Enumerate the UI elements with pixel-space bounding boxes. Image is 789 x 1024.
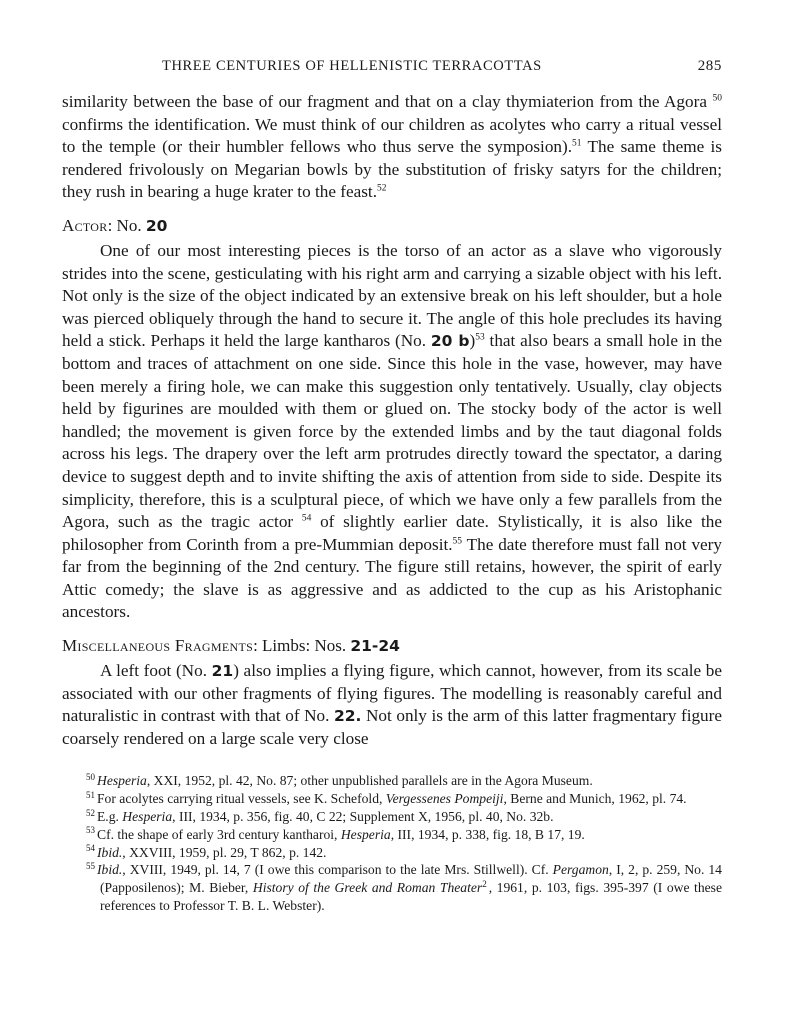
heading-number: 20 (145, 216, 168, 235)
footnote-italic: Hesperia (122, 809, 173, 825)
footnote-number: 50 (86, 771, 95, 782)
footnote-italic: Pergamon (552, 862, 609, 878)
footnote-ref-51[interactable]: 51 (572, 138, 582, 149)
footnote-53 (62, 826, 722, 844)
footnote-number: 51 (86, 789, 95, 800)
heading-label: Miscellaneous Fragments (62, 636, 254, 656)
footnote-54 (62, 844, 722, 862)
footnote-text: , Berne and Munich, 1962, pl. 74. (503, 791, 687, 807)
footnote-50 (62, 772, 722, 790)
footnote-52 (62, 808, 722, 826)
heading-sep: : No. (107, 215, 146, 235)
edition-superscript: 2 (482, 878, 487, 889)
footnote-italic: History of the Greek and Roman Theater (252, 880, 483, 896)
text-run: A left foot (No. (100, 661, 212, 681)
footnote-italic: Hesperia (340, 826, 391, 842)
footnote-italic: Ibid. (97, 862, 123, 878)
text-run: One of our most interesting pieces is the torso of an actor as a slave who vigorously strides into the scene, gesticulating with his right arm and carrying a sizable object with his left. Not only is the size of the object indicated by an extensive break on his left shoulder, but a hole was pierced obliquely through the hand to secure it. The angle of this hole precludes its having held a stick. Perhaps it held the large kantharos (No. (62, 240, 722, 351)
figure-ref: 21 (211, 662, 234, 681)
footnote-text: E.g. (97, 809, 123, 825)
footnote-ref-55[interactable]: 55 (452, 535, 463, 546)
paragraph-actor (62, 240, 722, 624)
footnote-text: For acolytes carrying ritual vessels, see K. Schefold, (97, 791, 386, 807)
footnote-text: , XXVIII, 1959, pl. 29, T 862, p. 142. (122, 844, 327, 860)
heading-label: Actor (62, 215, 108, 235)
footnote-italic: Ibid. (97, 844, 123, 860)
footnote-text: , III, 1934, p. 356, fig. 40, C 22; Supplement X, 1956, pl. 40, No. 32b. (172, 809, 554, 825)
footnote-ref-52[interactable]: 52 (377, 183, 387, 194)
footnote-number: 53 (86, 825, 95, 836)
footnote-number: 52 (86, 807, 95, 818)
footnote-text: , III, 1934, p. 338, fig. 18, B 17, 19. (390, 826, 585, 842)
running-head (62, 58, 722, 82)
footnote-italic: Vergessenes Pompeiji (385, 791, 504, 807)
figure-ref: 20 b (430, 332, 470, 351)
paragraph-continuation (62, 91, 722, 204)
running-head-title: THREE CENTURIES OF HELLENISTIC TERRACOTTAS (162, 58, 542, 74)
text-run: The date therefore must fall not very far from the beginning of the 2nd century. The figure still retains, however, the spirit of early Attic comedy; the slave is as aggressive and as addicted to the cup as his Aristophanic ancestors. (62, 534, 722, 622)
footnote-text: , XXI, 1952, pl. 42, No. 87; other unpublished parallels are in the Agora Museum. (146, 773, 593, 789)
text-run: that also bears a small hole in the bottom and traces of attachment on one side. Since this hole in the vase, however, may have been merely a firing hole, we can make this suggestion only tentatively. Usually, clay objects held by figurines are moulded with them or glued on. The stocky body of the actor is well handled; the movement is given force by the extended limbs and by the taut diagonal folds across his legs. The drapery over the left arm protrudes directly toward the spectator, a daring device to suggest depth and to invite shifting the axis of attention from side to side. Despite its simplicity, therefore, this is a sculptural piece, of which we have only a few parallels from the Agora, such as the tragic actor (62, 331, 722, 532)
text-run: Not only is the arm of this latter fragmentary figure coarsely rendered on a large scale very close (62, 706, 723, 748)
footnote-text: , 1961, p. 103, figs. 395-397 (I owe these references to Professor T. B. L. Webster). (100, 880, 722, 914)
heading-sep: : Limbs: Nos. (253, 636, 351, 656)
page-number: 285 (697, 58, 722, 74)
footnote-text: , XVIII, 1949, pl. 14, 7 (I owe this comparison to the late Mrs. Stillwell). Cf. (122, 862, 553, 878)
footnote-number: 54 (86, 843, 95, 854)
section-heading-actor (62, 214, 722, 238)
text-run: similarity between the base of our fragment and that on a clay thymiaterion from the Agora (62, 92, 707, 111)
figure-ref: 22. (333, 707, 362, 726)
footnote-ref-54[interactable]: 54 (301, 513, 312, 524)
footnote-ref-53[interactable]: 53 (475, 332, 485, 343)
footnote-text: Cf. the shape of early 3rd century kantharoi, (97, 826, 341, 842)
text-run: ) also implies a flying figure, which cannot, however, from its scale be associated with our other fragments of flying figures. The modelling is reasonably careful and naturalistic in contrast with that of No. (62, 661, 722, 726)
page (62, 58, 722, 915)
text-run: confirms the identification. We must think of our children as acolytes who carry a ritual vessel to the temple (or their humbler fellows who thus serve the symposion). (62, 114, 722, 157)
text-run: The same theme is rendered frivolously on Megarian bowls by the substitution of frisky satyrs for the children; they rush in bearing a huge krater to the feast. (62, 137, 722, 202)
paragraph-limbs (62, 660, 722, 750)
heading-number: 21-24 (350, 637, 400, 656)
footnote-italic: Hesperia (97, 773, 147, 789)
section-heading-misc (62, 634, 722, 658)
text-run: ) (469, 331, 476, 351)
footnotes (62, 772, 722, 914)
footnote-text: , I, 2, p. 259, No. 14 (Papposilenos); M. Bieber, (100, 862, 722, 896)
footnote-number: 55 (86, 860, 95, 871)
footnote-ref-50[interactable]: 50 (712, 93, 723, 104)
text-run: of slightly earlier date. Stylistically, it is also like the philosopher from Corinth from a pre-Mummian deposit. (62, 512, 723, 554)
footnote-51 (62, 790, 722, 808)
footnote-55 (62, 861, 722, 914)
